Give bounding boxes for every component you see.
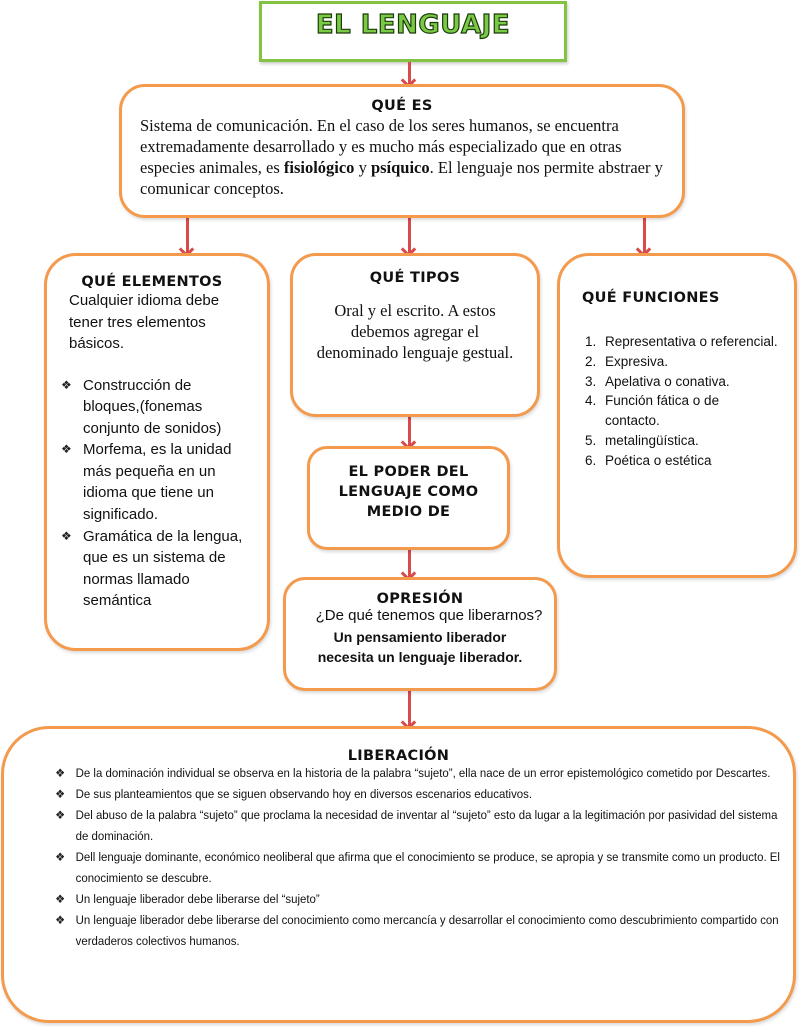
liberacion-item: ❖ Un lenguaje liberador debe liberarse del conocimiento como mercancía y desarrollar el conocimiento como descubrimiento compartido con verdaderos colectivos humanos. bbox=[48, 910, 792, 952]
funcion-item: 1. Representativa o referencial. bbox=[585, 334, 778, 349]
funcion-item: 5. metalingüística. bbox=[585, 432, 699, 448]
liberacion-box bbox=[1, 726, 796, 1023]
opresion-statement: Un pensamiento liberador necesita un lenguaje liberador. bbox=[317, 629, 523, 665]
que-funciones-list bbox=[560, 332, 794, 471]
diamond-bullet-icon: ❖ bbox=[61, 442, 72, 457]
que-tipos-box bbox=[290, 253, 540, 417]
main-title: EL LENGUAJE bbox=[315, 10, 511, 40]
liberacion-heading: LIBERACIÓN bbox=[347, 748, 450, 764]
que-elementos-box bbox=[44, 253, 270, 651]
liberacion-item: ❖ Del abuso de la palabra “sujeto” que proclama la necesidad de inventar al “sujeto” esto da lugar a la legitimación por pasividad del sistema de dominación. bbox=[48, 805, 792, 847]
diamond-bullet-icon: ❖ bbox=[55, 766, 66, 780]
opresion-heading: OPRESIÓN bbox=[376, 591, 464, 607]
diamond-bullet-icon: ❖ bbox=[61, 377, 72, 392]
que-funciones-box bbox=[557, 253, 797, 578]
liberacion-item: ❖ Un lenguaje liberador debe liberarse del “sujeto” bbox=[48, 889, 792, 910]
que-tipos-text: Oral y el escrito. A estos debemos agregar el denominado lenguaje gestual. bbox=[316, 301, 514, 362]
elemento-item: ❖ Morfema, es la unidad más pequeña en un idioma que tiene un significado. bbox=[61, 441, 232, 524]
diamond-bullet-icon: ❖ bbox=[55, 787, 66, 801]
funcion-item: 3. Apelativa o conativa. bbox=[585, 373, 730, 389]
diamond-bullet-icon: ❖ bbox=[61, 528, 72, 543]
liberacion-item: ❖ De sus planteamientos que se siguen observando hoy en diversos escenarios educativos. bbox=[48, 784, 792, 805]
que-es-text: Sistema de comunicación. En el caso de los seres humanos, se encuentra extremadamente desarrollado y es mucho más especializado que en otras especies animales, es fisiológico y psíquico. El lenguaje nos permite abstraer y comunicar conceptos. bbox=[140, 116, 663, 198]
diamond-bullet-icon: ❖ bbox=[55, 808, 66, 822]
que-elementos-heading: QUÉ ELEMENTOS bbox=[81, 274, 223, 290]
que-elementos-intro: Cualquier idioma debe tener tres elementos básicos. bbox=[69, 292, 220, 352]
elemento-item: ❖ Construcción de bloques,(fonemas conjunto de sonidos) bbox=[61, 376, 222, 437]
diamond-bullet-icon: ❖ bbox=[55, 850, 66, 864]
que-es-box bbox=[119, 84, 685, 218]
elemento-item: ❖ Gramática de la lengua, que es un sistema de normas llamado semántica bbox=[61, 527, 243, 610]
poder-box bbox=[307, 446, 510, 550]
funcion-item: 2. Expresiva. bbox=[585, 353, 669, 369]
arrow-que-es-to-funciones bbox=[643, 217, 646, 253]
title-box bbox=[259, 1, 567, 62]
poder-heading: EL PODER DEL LENGUAJE COMO MEDIO DE bbox=[338, 464, 479, 520]
diamond-bullet-icon: ❖ bbox=[55, 892, 66, 906]
liberacion-item: ❖ Dell lenguaje dominante, económico neoliberal que afirma que el conocimiento se produce, se apropia y se transmite como un producto. El conocimiento se descubre. bbox=[48, 847, 792, 889]
arrow-que-es-to-elementos bbox=[186, 217, 189, 253]
opresion-question: ¿De qué tenemos que liberarnos? bbox=[315, 607, 543, 624]
liberacion-item: ❖ De la dominación individual se observa en la historia de la palabra “sujeto”, ella nace de un error epistemológico cometido por Descartes. bbox=[48, 763, 792, 784]
liberacion-list bbox=[4, 763, 800, 952]
funcion-item: 6. Poética o estética bbox=[585, 452, 712, 468]
que-es-heading: QUÉ ES bbox=[371, 98, 433, 114]
funcion-item: 4. Función fática o de contacto. bbox=[585, 393, 720, 429]
que-tipos-heading: QUÉ TIPOS bbox=[369, 270, 461, 286]
diamond-bullet-icon: ❖ bbox=[55, 913, 66, 927]
arrow-title-to-que-es bbox=[408, 62, 411, 84]
arrow-opresion-to-liberacion bbox=[408, 690, 411, 726]
arrow-poder-to-opresion bbox=[408, 549, 411, 577]
que-elementos-list bbox=[47, 375, 267, 613]
que-funciones-heading: QUÉ FUNCIONES bbox=[582, 290, 720, 306]
opresion-box bbox=[283, 577, 557, 691]
arrow-que-es-to-tipos bbox=[408, 217, 411, 253]
arrow-tipos-to-poder bbox=[408, 416, 411, 446]
